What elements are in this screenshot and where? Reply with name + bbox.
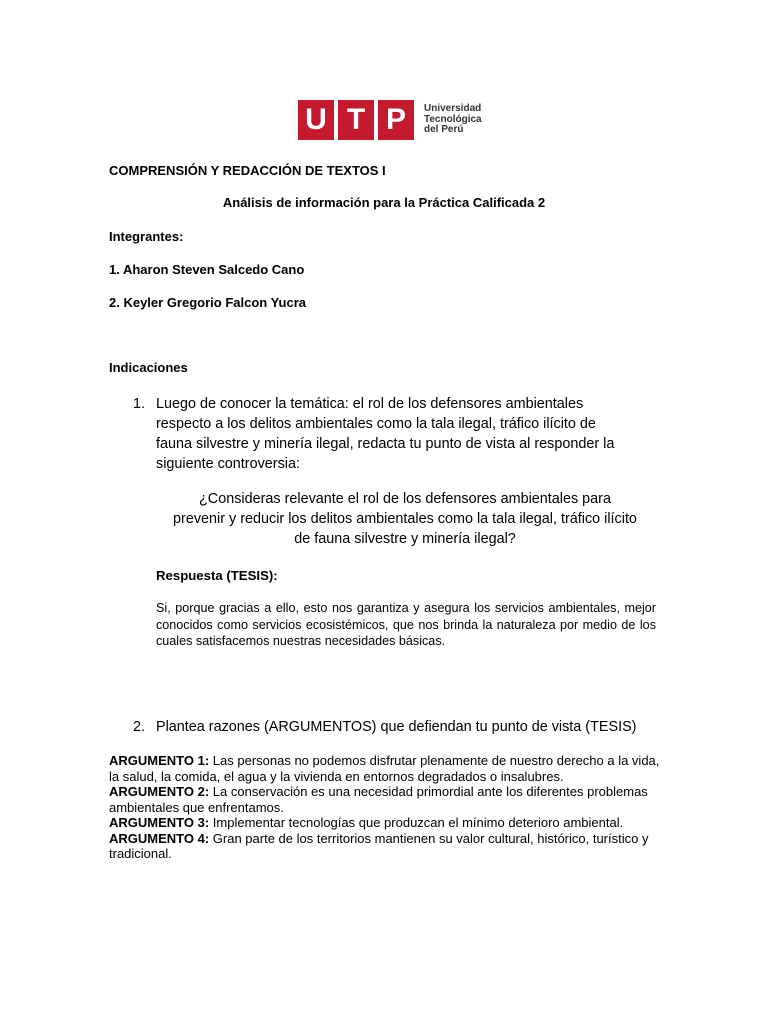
answer-label: Respuesta (TESIS): <box>156 568 278 583</box>
logo-name-line: del Perú <box>424 124 464 136</box>
logo-letter-u: U <box>298 100 334 140</box>
argument-label: ARGUMENTO 1: <box>109 753 210 768</box>
logo-letter-t: T <box>338 100 374 140</box>
argument-label: ARGUMENTO 2: <box>109 784 210 799</box>
question-line: ¿Consideras relevante el rol de los defensores ambientales para <box>199 491 611 507</box>
argument-text: Las personas no podemos disfrutar plenamente de nuestro derecho a la vida, la salud, la comida, el agua y la vivienda en entornos degradados o insalubres. <box>109 753 660 784</box>
document-subtitle: Análisis de información para la Práctica Calificada 2 <box>222 195 546 210</box>
argument-item <box>109 831 669 862</box>
list-number: 2. <box>133 719 146 735</box>
instruction-line: siguiente controversia: <box>156 456 300 472</box>
argument-text: Implementar tecnologías que produzcan el mínimo deterioro ambiental. <box>212 815 624 830</box>
logo-name-line: Tecnológica <box>424 113 482 125</box>
instruction-line: Luego de conocer la temática: el rol de los defensores ambientales <box>156 396 584 412</box>
argument-label: ARGUMENTO 4: <box>109 830 210 846</box>
question-line: prevenir y reducir los delitos ambientales como la tala ilegal, tráfico ilícito <box>173 511 637 527</box>
logo-university-name <box>424 104 482 136</box>
list-number: 1. <box>133 396 146 412</box>
argument-item <box>109 815 669 831</box>
instruction-line: fauna silvestre y minería ilegal, redacta tu punto de vista al responder la <box>156 436 615 452</box>
member-item: 2. Keyler Gregorio Falcon Yucra <box>109 295 307 310</box>
arguments-list <box>109 753 669 862</box>
instruction-item-1-text <box>156 394 656 474</box>
controversy-question <box>150 489 660 549</box>
instruction-line: respecto a los delitos ambientales como la tala ilegal, tráfico ilícito de <box>156 416 596 432</box>
member-item: 1. Aharon Steven Salcedo Cano <box>109 262 305 277</box>
instruction-item-2-text: Plantea razones (ARGUMENTOS) que defiendan tu punto de vista (TESIS) <box>156 719 637 735</box>
logo-letter-p: P <box>378 100 414 140</box>
argument-item <box>109 753 669 784</box>
argument-text: La conservación es una necesidad primordial ante los diferentes problemas ambientales que enfrentamos. <box>109 784 648 815</box>
question-line: de fauna silvestre y minería ilegal? <box>294 531 516 547</box>
utp-logo <box>298 100 482 140</box>
instructions-heading: Indicaciones <box>109 360 188 375</box>
logo-name-line: Universidad <box>424 103 482 115</box>
members-label: Integrantes: <box>109 229 184 244</box>
course-title: COMPRENSIÓN Y REDACCIÓN DE TEXTOS I <box>109 163 386 178</box>
answer-text: Si, porque gracias a ello, esto nos garantiza y asegura los servicios ambientales, mejor conocidos como servicios ecosistémicos, que nos brinda la naturaleza por medio de los cuales satisfacemos nuestras necesidades básicas. <box>156 601 656 648</box>
argument-item <box>109 784 669 815</box>
argument-label: ARGUMENTO 3: <box>109 815 210 830</box>
argument-text: Gran parte de los territorios mantienen su valor cultural, histórico, turístico y tradicional. <box>109 830 649 861</box>
